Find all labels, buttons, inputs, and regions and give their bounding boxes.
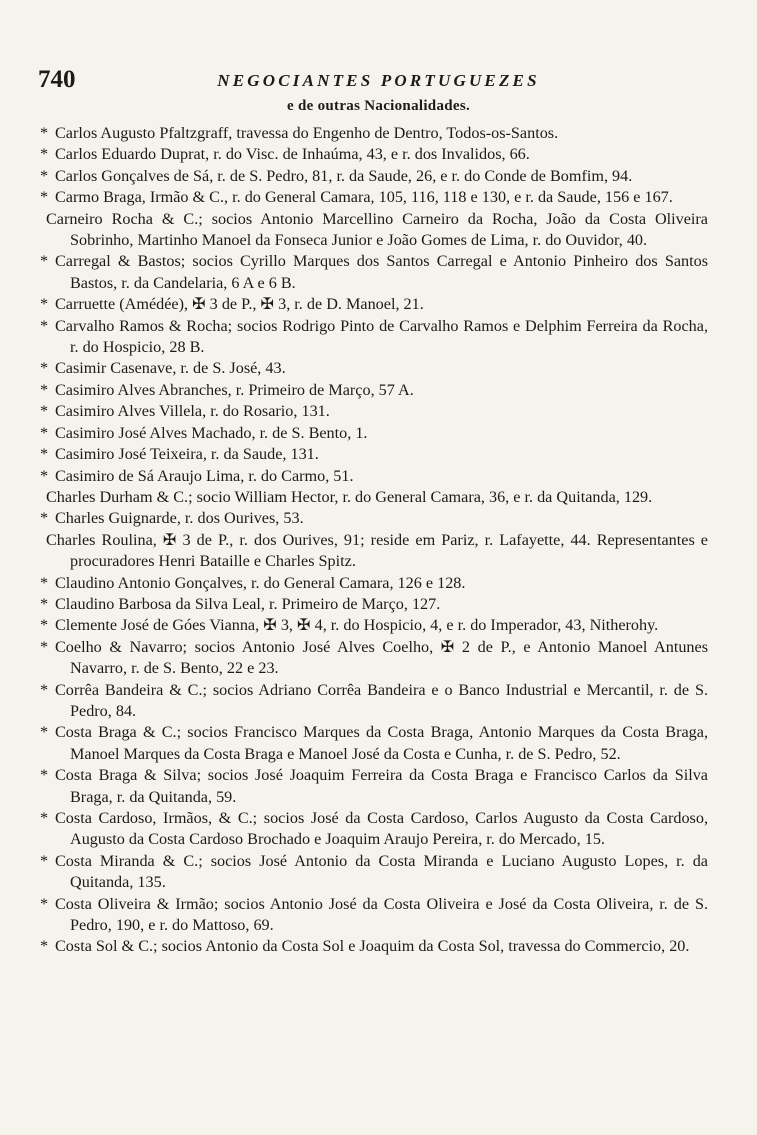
merchant-entry (40, 936, 708, 957)
merchant-entry (40, 444, 708, 465)
merchant-entry (40, 294, 708, 315)
entry-text: Charles Roulina, ✠ 3 de P., r. dos Ourives, 91; reside em Pariz, r. Lafayette, 44. Representantes e procuradores Henri Bataille e Charles Spitz. (46, 530, 708, 571)
merchant-entry (40, 358, 708, 379)
entry-star-mark: * (40, 402, 49, 421)
entry-star-mark: * (40, 252, 49, 271)
entry-text: Carlos Eduardo Duprat, r. do Visc. de Inhaúma, 43, e r. dos Invalidos, 66. (55, 145, 530, 164)
merchant-entry (40, 594, 708, 615)
entry-text: Carlos Augusto Pfaltzgraff, travessa do Engenho de Dentro, Todos-os-Santos. (55, 124, 559, 142)
merchant-entry (40, 380, 708, 401)
entry-star-mark: * (40, 894, 49, 913)
entry-text: Costa Braga & C.; socios Francisco Marques da Costa Braga, Antonio Marques da Costa Braga, Manoel Marques da Costa Braga e Manoel José da Costa e Cunha, r. de S. Pedro, 52. (55, 723, 708, 763)
merchant-entry (40, 401, 708, 422)
entry-star-mark: * (40, 509, 49, 528)
entry-star-mark: * (40, 295, 49, 314)
merchant-entry (40, 530, 708, 573)
entry-star-mark: * (40, 359, 49, 378)
entry-text: Carmo Braga, Irmão & C., r. do General Camara, 105, 116, 118 e 130, e r. da Saude, 156 e 167. (55, 188, 673, 207)
entry-text: Carruette (Amédée), ✠ 3 de P., ✠ 3, r. de D. Manoel, 21. (55, 295, 424, 314)
merchant-entry (40, 894, 708, 937)
entry-text: Carneiro Rocha & C.; socios Antonio Marcellino Carneiro da Rocha, João da Costa Oliveira Sobrinho, Martinho Manoel da Fonseca Junior e João Gomes de Lima, r. do Ouvidor, 40. (46, 209, 708, 250)
entry-text: Carlos Gonçalves de Sá, r. de S. Pedro, 81, r. da Saude, 26, e r. do Conde de Bomfim, 94. (55, 166, 633, 185)
entry-star-mark: * (40, 809, 49, 827)
entry-text: Casimir Casenave, r. de S. José, 43. (55, 359, 286, 378)
entry-star-mark: * (40, 380, 49, 399)
entry-text: Costa Sol & C.; socios Antonio da Costa Sol e Joaquim da Costa Sol, travessa do Commercio, 20. (55, 937, 690, 956)
entry-text: Carregal & Bastos; socios Cyrillo Marques dos Santos Carregal e Antonio Pinheiro dos Santos Bastos, r. da Candelaria, 6 A e 6 B. (55, 252, 708, 292)
entry-star-mark: * (40, 316, 49, 335)
entry-star-mark: * (40, 145, 49, 164)
merchant-entry (40, 423, 708, 444)
merchant-entry (40, 144, 708, 165)
page-title: NEGOCIANTES PORTUGUEZES (217, 71, 540, 90)
entry-text: Charles Durham & C.; socio William Hector, r. do General Camara, 36, e r. da Quitanda, 129. (46, 487, 653, 506)
merchant-entry (40, 123, 708, 144)
page-subtitle: e de outras Nacionalidades. (286, 98, 471, 114)
merchant-entry (40, 316, 708, 359)
entry-star-mark: * (40, 616, 49, 635)
entry-text: Casimiro José Teixeira, r. da Saude, 131. (55, 445, 319, 464)
entry-star-mark: * (40, 573, 49, 592)
entry-star-mark: * (40, 466, 49, 485)
merchant-entry (40, 808, 708, 851)
merchant-entry (40, 680, 708, 723)
merchant-entry (40, 615, 708, 636)
entry-star-mark: * (40, 188, 49, 207)
entry-star-mark: * (40, 937, 49, 956)
entry-star-mark: * (40, 680, 49, 699)
merchant-list (40, 123, 708, 958)
entry-text: Charles Guignarde, r. dos Ourives, 53. (55, 509, 304, 528)
entry-star-mark: * (40, 766, 49, 785)
entry-text: Carvalho Ramos & Rocha; socios Rodrigo Pinto de Carvalho Ramos e Delphim Ferreira da Rocha, r. do Hospicio, 28 B. (55, 316, 708, 357)
entry-star-mark: * (40, 445, 49, 464)
entry-text: Claudino Antonio Gonçalves, r. do General Camara, 126 e 128. (55, 573, 466, 592)
merchant-entry (40, 251, 708, 294)
entry-star-mark: * (40, 124, 49, 142)
merchant-entry (40, 187, 708, 208)
entry-text: Clemente José de Góes Vianna, ✠ 3, ✠ 4, r. do Hospicio, 4, e r. do Imperador, 43, Nitherohy. (55, 616, 659, 635)
merchant-entry (40, 209, 708, 252)
merchant-entry (40, 166, 708, 187)
merchant-entry (40, 487, 708, 508)
entry-text: Costa Braga & Silva; socios José Joaquim Ferreira da Costa Braga e Francisco Carlos da Silva Braga, r. da Quitanda, 59. (55, 766, 708, 806)
entry-star-mark: * (40, 723, 49, 742)
entry-text: Costa Cardoso, Irmãos, & C.; socios José da Costa Cardoso, Carlos Augusto da Costa Cardoso, Augusto da Costa Cardoso Brochado e Joaquim Araujo Pereira, r. do Mercado, 15. (55, 809, 708, 849)
entry-star-mark: * (40, 423, 49, 442)
entry-text: Coelho & Navarro; socios Antonio José Alves Coelho, ✠ 2 de P., e Antonio Manoel Antunes Navarro, r. de S. Bento, 22 e 23. (55, 637, 708, 678)
entry-text: Casimiro José Alves Machado, r. de S. Bento, 1. (55, 423, 368, 442)
entry-star-mark: * (40, 851, 49, 870)
entry-text: Costa Miranda & C.; socios José Antonio da Costa Miranda e Luciano Augusto Lopes, r. da Quitanda, 135. (55, 851, 708, 892)
merchant-entry (40, 508, 708, 529)
entry-text: Casimiro de Sá Araujo Lima, r. do Carmo, 51. (55, 466, 354, 485)
merchant-entry (40, 466, 708, 487)
entry-text: Costa Oliveira & Irmão; socios Antonio José da Costa Oliveira e José da Costa Oliveira, r. de S. Pedro, 190, e r. do Mattoso, 69. (55, 894, 708, 935)
merchant-entry (40, 851, 708, 894)
merchant-entry (40, 765, 708, 808)
entry-star-mark: * (40, 166, 49, 185)
entry-text: Corrêa Bandeira & C.; socios Adriano Corrêa Bandeira e o Banco Industrial e Mercantil, r. de S. Pedro, 84. (55, 680, 708, 720)
page-number: 740 (38, 66, 76, 93)
entry-text: Claudino Barbosa da Silva Leal, r. Primeiro de Março, 127. (55, 594, 441, 613)
entry-star-mark: * (40, 637, 49, 656)
entry-text: Casimiro Alves Villela, r. do Rosario, 131. (55, 402, 330, 421)
entry-star-mark: * (40, 594, 49, 613)
merchant-entry (40, 722, 708, 765)
merchant-entry (40, 573, 708, 594)
entry-text: Casimiro Alves Abranches, r. Primeiro de Março, 57 A. (55, 380, 414, 399)
merchant-entry (40, 637, 708, 680)
